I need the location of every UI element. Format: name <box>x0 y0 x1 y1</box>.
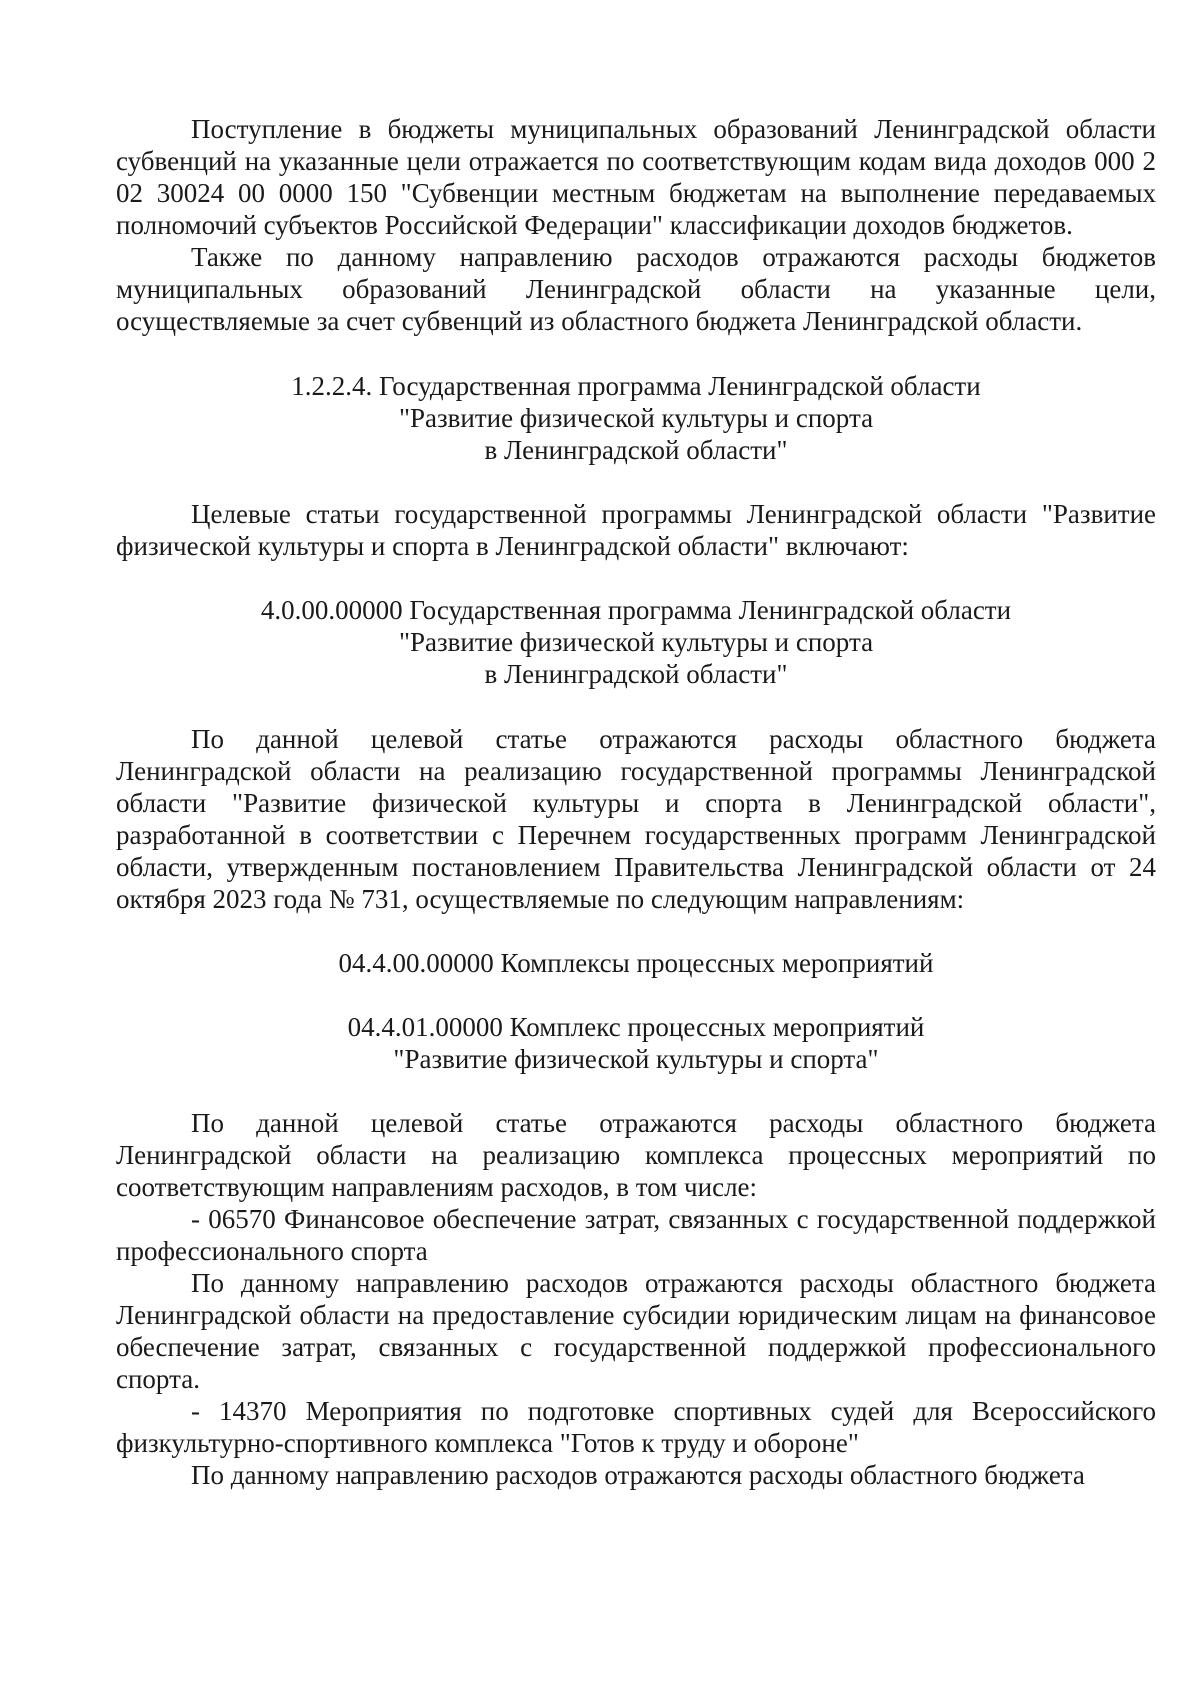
target-article-line: "Развитие физической культуры и спорта" <box>393 1044 879 1074</box>
target-article-line: 4.0.00.00000 Государственная программа Ленинградской области <box>260 595 1012 625</box>
section-heading-1.2.2.4 <box>116 370 1156 466</box>
target-article-heading-04.4.00.00000: 04.4.00.00000 Комплексы процессных мероприятий <box>338 948 934 978</box>
target-article-line: 04.4.01.00000 Комплекс процессных мероприятий <box>347 1012 925 1042</box>
list-item-06570: - 06570 Финансовое обеспечение затрат, связанных с государственной поддержкой профессионального спорта <box>116 1204 1156 1266</box>
section-heading-line: "Развитие физической культуры и спорта <box>398 403 874 433</box>
target-article-line: в Ленинградской области" <box>484 659 788 689</box>
paragraph-target-articles: Целевые статьи государственной программы Ленинградской области "Развитие физической культуры и спорта в Ленинградской области" включают: <box>116 499 1156 561</box>
paragraph-municipal-expenses: Также по данному направлению расходов отражаются расходы бюджетов муниципальных образований Ленинградской области на указанные цели, осуществляемые за счет субвенций из областного бюджета Ленинградской области. <box>116 242 1156 336</box>
paragraph-program-expenses: По данной целевой статье отражаются расходы областного бюджета Ленинградской области на реализацию государственной программы Ленинградской области "Развитие физической культуры и спорта в Ленинградской области", разработанной в соответствии с Перечнем государственных программ Ленинградской области, утвержденным постановлением Правительства Ленинградской области от 24 октября 2023 года № 731, осуществляемые по следующим направлениям: <box>116 724 1156 914</box>
paragraph-subventions-income: Поступление в бюджеты муниципальных образований Ленинградской области субвенций на указанные цели отражается по соответствующим кодам вида доходов 000 2 02 30024 00 0000 150 "Субвенции местным бюджетам на выполнение передаваемых полномочий субъектов Российской Федерации" классификации доходов бюджетов. <box>116 114 1156 240</box>
target-article-heading-4.0.00.00000 <box>116 594 1156 690</box>
section-heading-line: 1.2.2.4. Государственная программа Ленинградской области <box>291 371 981 401</box>
target-article-heading-04.4.01.00000 <box>116 1011 1156 1075</box>
section-heading-line: в Ленинградской области" <box>484 435 788 465</box>
target-article-line: "Развитие физической культуры и спорта <box>398 627 874 657</box>
paragraph-06570-description: По данному направлению расходов отражаются расходы областного бюджета Ленинградской области на предоставление субсидии юридическим лицам на финансовое обеспечение затрат, связанных с государственной поддержкой профессионального спорта. <box>116 1268 1156 1394</box>
list-item-14370: - 14370 Мероприятия по подготовке спортивных судей для Всероссийского физкультурно-спортивного комплекса "Готов к труду и обороне" <box>116 1396 1156 1458</box>
paragraph-14370-description: По данному направлению расходов отражаются расходы областного бюджета <box>191 1460 1085 1490</box>
paragraph-process-complex-expenses: По данной целевой статье отражаются расходы областного бюджета Ленинградской области на реализацию комплекса процессных мероприятий по соответствующим направлениям расходов, в том числе: <box>116 1108 1156 1202</box>
document-body <box>116 113 1156 1491</box>
